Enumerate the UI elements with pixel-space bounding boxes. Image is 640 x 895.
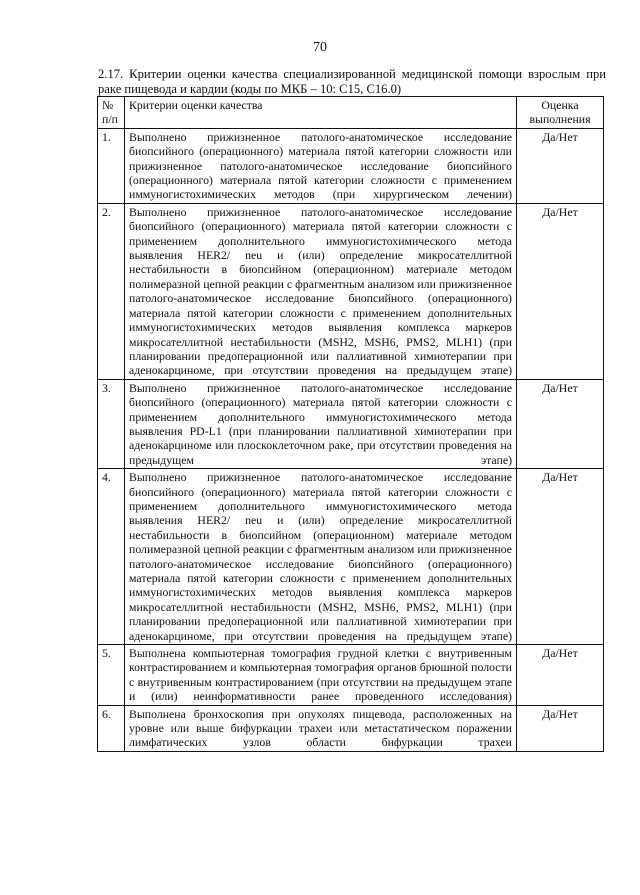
criterion-text: Выполнена бронхоскопия при опухолях пищевода, расположенных на уровне или выше бифуркации трахеи или метастатическом поражении лимфатических узлов области бифуркации трахеи [125,705,517,751]
header-result: Оценка выполнения [517,97,604,129]
table-row [98,203,604,379]
table-row [98,705,604,751]
criterion-text: Выполнено прижизненное патолого-анатомическое исследование биопсийного (операционного) материала пятой категории сложности с применением дополнительного иммуногистохимического метода выявления HER2/ neu и (или) определение микросателлитной нестабильности в биопсийном (операционном) материале методом полимеразной цепной реакции с фрагментным анализом или прижизненное патолого-анатомическое исследование биопсийного (операционного) материала пятой категории сложности с применением дополнительных иммуногистохимических методов выявления комплекса маркеров микросателлитной нестабильности (MSH2, MSH6, PMS2, MLH1) (при планировании предоперационной или паллиативной химиотерапии при аденокарциноме, при отсутствии проведения на предыдущем этапе) [125,469,517,645]
criterion-result: Да/Нет [517,469,604,645]
criterion-result: Да/Нет [517,645,604,706]
row-number: 6. [98,705,125,751]
table-row [98,469,604,645]
criterion-text: Выполнено прижизненное патолого-анатомическое исследование биопсийного (операционного) материала пятой категории сложности или прижизненное патолого-анатомическое исследование биопсийного (операционного) материала пятой категории сложности с применением иммуногистохимических методов (при хирургическом лечении) [125,128,517,203]
row-number: 5. [98,645,125,706]
criterion-text: Выполнено прижизненное патолого-анатомическое исследование биопсийного (операционного) материала пятой категории сложности с применением дополнительного иммуногистохимического метода выявления PD-L1 (при планировании паллиативной химиотерапии при аденокарциноме или плоскоклеточном раке, при отсутствии проведения на предыдущем этапе) [125,379,517,468]
row-number: 2. [98,203,125,379]
row-number: 1. [98,128,125,203]
table-row [98,379,604,468]
criterion-result: Да/Нет [517,128,604,203]
table-row [98,645,604,706]
row-number: 3. [98,379,125,468]
section-title: 2.17. Критерии оценки качества специализированной медицинской помощи взрослым при раке пищевода и кардии (коды по МКБ – 10: С15, С16.0) [98,67,606,96]
header-criteria: Критерии оценки качества [125,97,517,129]
criterion-result: Да/Нет [517,203,604,379]
header-num: № п/п [98,97,125,129]
page-number: 70 [313,40,327,55]
table-row [98,128,604,203]
criterion-text: Выполнено прижизненное патолого-анатомическое исследование биопсийного (операционного) материала пятой категории сложности с применением дополнительного иммуногистохимического метода выявления HER2/ neu и (или) определение микросателлитной нестабильности в биопсийном (операционном) материале методом полимеразной цепной реакции с фрагментным анализом или прижизненное патолого-анатомическое исследование биопсийного (операционного) материала пятой категории сложности с применением дополнительных иммуногистохимических методов выявления комплекса маркеров микросателлитной нестабильности (MSH2, MSH6, PMS2, MLH1) (при планировании предоперационной или паллиативной химиотерапии при аденокарциноме, при отсутствии проведения на предыдущем этапе) [125,203,517,379]
criterion-result: Да/Нет [517,705,604,751]
page-bottom-margin [0,846,640,895]
criterion-text: Выполнена компьютерная томография грудной клетки с внутривенным контрастированием и компьютерная томография органов брюшной полости с внутривенным контрастированием (при отсутствии на предыдущем этапе и (или) неинформативности ранее проведенного исследования) [125,645,517,706]
row-number: 4. [98,469,125,645]
criterion-result: Да/Нет [517,379,604,468]
table-header-row [98,97,604,129]
criteria-table [97,96,604,752]
